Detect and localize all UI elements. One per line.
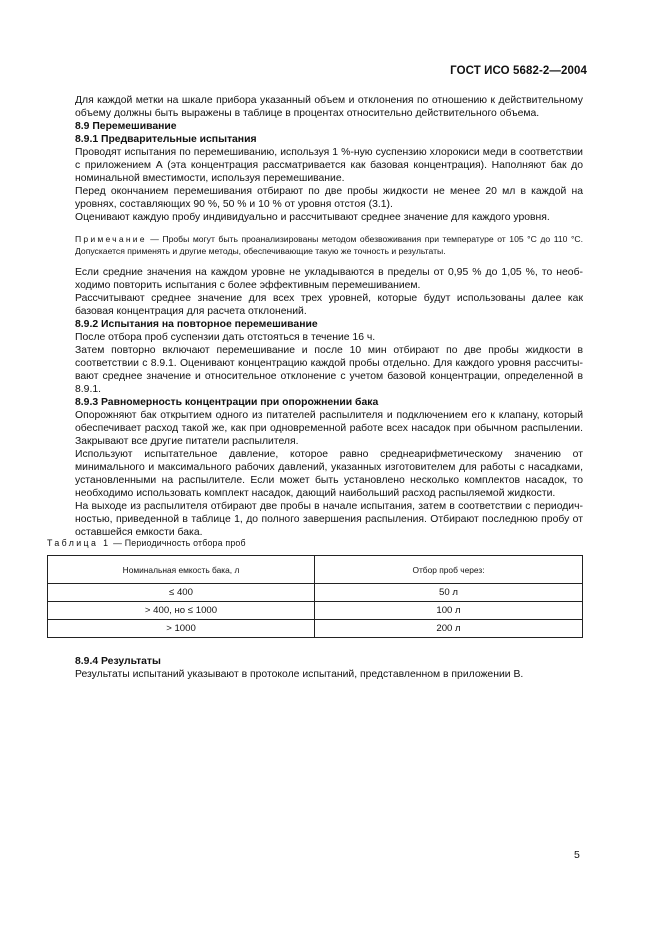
paragraph: Используют испытательное давление, которое равно среднеарифметическому значению от минимального и максимального рабочих давлений, указанных изготовителем для работы с насадками, установленными на распылителе. Если может быть установлено несколько комплектов насадок, то необходимо использовать комплект насадок, дающий наибольший расход распыляемой жидкости. — [75, 449, 583, 499]
section-8-9-1-title: 8.9.1 Предварительные испытания — [75, 134, 257, 145]
table-cell: > 1000 — [48, 620, 315, 638]
paragraph: Рассчитывают среднее значение для всех трех уровней, которые будут использованы далее как базовая концентрация для расчета отклонений. — [75, 293, 583, 317]
paragraph: Оценивают каждую пробу индивидуально и рассчитывают среднее значение для каждого уровня. — [75, 212, 550, 223]
paragraph: Затем повторно включают перемешивание и после 10 мин отбирают по две пробы жидкости в соответствии с 8.9.1. Оценивают концентрацию каждой пробы отдельно. Для каждого уровня рассчитывают среднее значение и относительное отклонение с учетом базовой концентрации, определенной в 8.9.1. — [75, 345, 583, 395]
table-cell: 100 л — [315, 602, 583, 620]
note-text: — Пробы могут быть проанализированы методом обезвоживания при температуре от 105 °С до 110 °С. Допускается применять и другие методы, обеспечивающие такую же точность и результаты. — [75, 234, 583, 256]
intro-paragraph: Для каждой метки на шкале прибора указанный объем и отклонения по отношению к действительному объему должны быть выражены в таблице в процентах относительно действительного объема. — [75, 95, 583, 119]
paragraph: Если средние значения на каждом уровне не укладываются в пределы от 0,95 % до 1,05 %, то необходимо повторить испытания с более эффективным перемешиванием. — [75, 267, 583, 291]
table-caption — [47, 538, 246, 548]
table-caption-text: — Периодичность отбора проб — [110, 538, 246, 548]
table-header-row — [48, 556, 583, 584]
table-header-cell: Номинальная емкость бака, л — [48, 556, 315, 584]
section-8-9-3-title: 8.9.3 Равномерность концентрации при опорожнении бака — [75, 397, 379, 408]
table-row — [48, 602, 583, 620]
paragraph: Результаты испытаний указывают в протоколе испытаний, представленном в приложении В. — [75, 669, 524, 680]
note — [75, 233, 583, 257]
table-cell: ≤ 400 — [48, 584, 315, 602]
results-section — [75, 655, 583, 681]
table-cell: 50 л — [315, 584, 583, 602]
body-text — [75, 94, 583, 539]
paragraph: После отбора проб суспензии дать отстояться в течение 16 ч. — [75, 332, 376, 343]
document-id: ГОСТ ИСО 5682-2—2004 — [450, 65, 587, 77]
note-lead: Примечание — [75, 234, 147, 244]
paragraph: Проводят испытания по перемешиванию, используя 1 %-ную суспензию хлорокиси меди в соответствии с приложением А (эта концентрация рассматривается как базовая концентрация). Наполняют бак до номинальной вместимости, используя перемешивание. — [75, 147, 583, 184]
section-8-9-4-title: 8.9.4 Результаты — [75, 656, 161, 667]
paragraph: На выходе из распылителя отбирают две пробы в начале испытания, затем в соответствии с периодичностью, приведенной в таблице 1, до полного завершения распыления. Отбирают последнюю пробу от оставшейся емкости бака. — [75, 501, 583, 538]
table-cell: 200 л — [315, 620, 583, 638]
paragraph: Перед окончанием перемешивания отбирают по две пробы жидкости не менее 20 мл в каждой на уровнях, составляющих 90 %, 50 % и 10 % от уровня отстоя (3.1). — [75, 186, 583, 210]
section-8-9-2-title: 8.9.2 Испытания на повторное перемешивание — [75, 319, 318, 330]
table-row — [48, 584, 583, 602]
paragraph: Опорожняют бак открытием одного из питателей распылителя и подключением его к клапану, который обеспечивает расход такой же, как при одновременной работе всех насадок при обычном распылении. Закрывают все другие питатели распылителя. — [75, 410, 583, 447]
table-cell: > 400, но ≤ 1000 — [48, 602, 315, 620]
section-8-9-title: 8.9 Перемешивание — [75, 121, 177, 132]
table-row — [48, 620, 583, 638]
page-number: 5 — [574, 849, 580, 861]
sampling-table — [47, 555, 583, 638]
table-header-cell: Отбор проб через: — [315, 556, 583, 584]
table-caption-lead: Таблица 1 — [47, 538, 111, 548]
